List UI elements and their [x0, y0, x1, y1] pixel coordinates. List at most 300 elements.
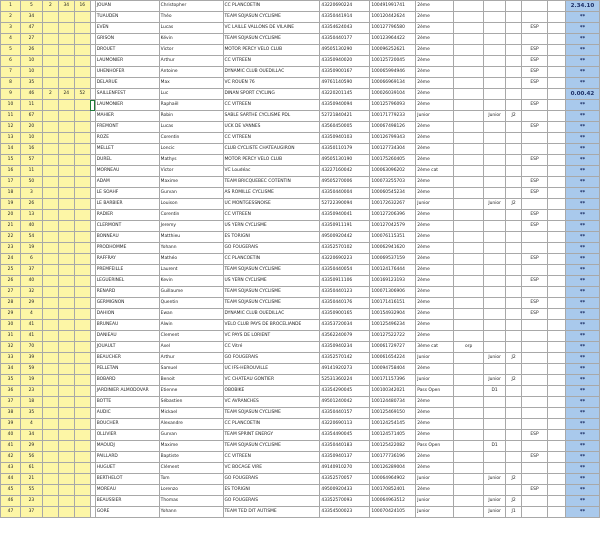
- yellow-col-b[interactable]: [42, 419, 58, 430]
- time-cell[interactable]: **: [565, 254, 599, 265]
- sub-category-cell[interactable]: [506, 243, 522, 254]
- licence-cell[interactable]: 100125469150: [370, 408, 416, 419]
- extra-category-cell[interactable]: [454, 298, 484, 309]
- club-cell[interactable]: CLUB CYCLISTE CHATEAUGIRON: [223, 144, 320, 155]
- time-cell[interactable]: **: [565, 188, 599, 199]
- club-cell[interactable]: CC PLANCOETIN: [223, 419, 320, 430]
- licence-cell[interactable]: 100127796580: [370, 23, 416, 34]
- rider-firstname-cell[interactable]: Clément: [159, 463, 223, 474]
- club-cell[interactable]: CC VITREEN: [223, 56, 320, 67]
- club-cell[interactable]: CC VITREEN: [223, 210, 320, 221]
- empty-cell[interactable]: [547, 78, 565, 89]
- age-category-cell[interactable]: [484, 155, 506, 166]
- extra-category-cell[interactable]: orp: [454, 342, 484, 353]
- yellow-col-d[interactable]: [74, 408, 90, 419]
- esp-cell[interactable]: ESP: [522, 452, 548, 463]
- yellow-col-d[interactable]: [74, 298, 90, 309]
- rider-lastname-cell[interactable]: EVEN: [95, 23, 159, 34]
- sub-category-cell[interactable]: J2: [506, 474, 522, 485]
- age-category-cell[interactable]: [484, 309, 506, 320]
- category-cell[interactable]: 2ème: [416, 56, 454, 67]
- time-cell[interactable]: **: [565, 496, 599, 507]
- row-number[interactable]: 42: [1, 452, 21, 463]
- yellow-col-c[interactable]: [58, 496, 74, 507]
- uci-id-cell[interactable]: 43350911106: [320, 276, 370, 287]
- row-number[interactable]: 6: [1, 56, 21, 67]
- club-cell[interactable]: VC PAYS DE LORIENT: [223, 331, 320, 342]
- rider-firstname-cell[interactable]: Laurent: [159, 265, 223, 276]
- time-cell[interactable]: **: [565, 265, 599, 276]
- time-cell[interactable]: **: [565, 419, 599, 430]
- rider-lastname-cell[interactable]: PAILLARD: [95, 452, 159, 463]
- category-cell[interactable]: 2ème: [416, 265, 454, 276]
- club-cell[interactable]: GO FOUGERAIS: [223, 353, 320, 364]
- club-cell[interactable]: CC Vitré: [223, 342, 320, 353]
- uci-id-cell[interactable]: 52721840421: [320, 111, 370, 122]
- sub-category-cell[interactable]: [506, 287, 522, 298]
- yellow-col-d[interactable]: [74, 276, 90, 287]
- uci-id-cell[interactable]: 43350940020: [320, 56, 370, 67]
- yellow-col-a[interactable]: 35: [20, 408, 42, 419]
- row-number[interactable]: 18: [1, 188, 21, 199]
- time-cell[interactable]: **: [565, 210, 599, 221]
- esp-cell[interactable]: ESP: [522, 23, 548, 34]
- esp-cell[interactable]: ESP: [522, 210, 548, 221]
- extra-category-cell[interactable]: [454, 496, 484, 507]
- category-cell[interactable]: 2ème: [416, 408, 454, 419]
- category-cell[interactable]: 2ème: [416, 155, 454, 166]
- yellow-col-a[interactable]: 21: [20, 474, 42, 485]
- rider-firstname-cell[interactable]: Max: [159, 78, 223, 89]
- age-category-cell[interactable]: [484, 56, 506, 67]
- age-category-cell[interactable]: [484, 67, 506, 78]
- extra-category-cell[interactable]: [454, 441, 484, 452]
- category-cell[interactable]: 2ème: [416, 397, 454, 408]
- rider-firstname-cell[interactable]: Sébastien: [159, 397, 223, 408]
- rider-lastname-cell[interactable]: MORNEAU: [95, 166, 159, 177]
- yellow-col-b[interactable]: [42, 353, 58, 364]
- yellow-col-a[interactable]: 29: [20, 441, 42, 452]
- category-cell[interactable]: 3ème cat: [416, 342, 454, 353]
- time-cell[interactable]: **: [565, 67, 599, 78]
- time-cell[interactable]: **: [565, 45, 599, 56]
- esp-cell[interactable]: [522, 199, 548, 210]
- esp-cell[interactable]: [522, 331, 548, 342]
- rider-lastname-cell[interactable]: DUREL: [95, 155, 159, 166]
- licence-cell[interactable]: 100065994946: [370, 67, 416, 78]
- uci-id-cell[interactable]: 43354500023: [320, 507, 370, 518]
- yellow-col-a[interactable]: 40: [20, 276, 42, 287]
- time-cell[interactable]: **: [565, 12, 599, 23]
- licence-cell[interactable]: 100126799343: [370, 133, 416, 144]
- row-number[interactable]: 37: [1, 397, 21, 408]
- yellow-col-c[interactable]: [58, 441, 74, 452]
- empty-cell[interactable]: [547, 23, 565, 34]
- licence-cell[interactable]: 100076115351: [370, 232, 416, 243]
- sub-category-cell[interactable]: [506, 133, 522, 144]
- licence-cell[interactable]: 100125720045: [370, 56, 416, 67]
- sub-category-cell[interactable]: [506, 210, 522, 221]
- row-number[interactable]: 1: [1, 1, 21, 12]
- category-cell[interactable]: 2ème: [416, 232, 454, 243]
- age-category-cell[interactable]: [484, 320, 506, 331]
- yellow-col-b[interactable]: 2: [42, 89, 58, 100]
- sub-category-cell[interactable]: [506, 408, 522, 419]
- uci-id-cell[interactable]: 43227160042: [320, 166, 370, 177]
- yellow-col-c[interactable]: [58, 353, 74, 364]
- row-number[interactable]: 36: [1, 386, 21, 397]
- yellow-col-a[interactable]: 61: [20, 463, 42, 474]
- yellow-col-b[interactable]: [42, 144, 58, 155]
- empty-cell[interactable]: [547, 188, 565, 199]
- yellow-col-d[interactable]: [74, 430, 90, 441]
- club-cell[interactable]: TEAM BRICQUEBEC COTENTIN: [223, 177, 320, 188]
- rider-lastname-cell[interactable]: LE SOAHF: [95, 188, 159, 199]
- uci-id-cell[interactable]: 43352570093: [320, 496, 370, 507]
- esp-cell[interactable]: ESP: [522, 276, 548, 287]
- empty-cell[interactable]: [547, 419, 565, 430]
- empty-cell[interactable]: [547, 375, 565, 386]
- sub-category-cell[interactable]: [506, 430, 522, 441]
- category-cell[interactable]: 2ème: [416, 188, 454, 199]
- licence-cell[interactable]: 100177736196: [370, 452, 416, 463]
- extra-category-cell[interactable]: [454, 67, 484, 78]
- uci-id-cell[interactable]: 43350940137: [320, 452, 370, 463]
- rider-firstname-cell[interactable]: Mickael: [159, 408, 223, 419]
- uci-id-cell[interactable]: 43350940041: [320, 210, 370, 221]
- empty-cell[interactable]: [547, 463, 565, 474]
- licence-cell[interactable]: 100154932904: [370, 309, 416, 320]
- licence-cell[interactable]: 100096252621: [370, 45, 416, 56]
- yellow-col-d[interactable]: [74, 12, 90, 23]
- row-number[interactable]: 5: [1, 45, 21, 56]
- rider-firstname-cell[interactable]: Corentin: [159, 133, 223, 144]
- rider-firstname-cell[interactable]: Lucas: [159, 122, 223, 133]
- rider-lastname-cell[interactable]: JOUAULT: [95, 342, 159, 353]
- sub-category-cell[interactable]: J2: [506, 496, 522, 507]
- extra-category-cell[interactable]: [454, 45, 484, 56]
- yellow-col-c[interactable]: [58, 386, 74, 397]
- age-category-cell[interactable]: [484, 12, 506, 23]
- club-cell[interactable]: DYNAMIC CLUB OUEDILLAC: [223, 67, 320, 78]
- time-cell[interactable]: **: [565, 364, 599, 375]
- row-number[interactable]: 25: [1, 265, 21, 276]
- esp-cell[interactable]: [522, 1, 548, 12]
- yellow-col-c[interactable]: [58, 67, 74, 78]
- yellow-col-c[interactable]: [58, 375, 74, 386]
- age-category-cell[interactable]: Junior: [484, 353, 506, 364]
- yellow-col-d[interactable]: [74, 254, 90, 265]
- row-number[interactable]: 20: [1, 210, 21, 221]
- category-cell[interactable]: Junior: [416, 507, 454, 518]
- rider-lastname-cell[interactable]: BEAUSSIER: [95, 496, 159, 507]
- club-cell[interactable]: VC ROUEN 76: [223, 78, 320, 89]
- rider-lastname-cell[interactable]: CLERMONT: [95, 221, 159, 232]
- uci-id-cell[interactable]: 43350900167: [320, 67, 370, 78]
- esp-cell[interactable]: ESP: [522, 78, 548, 89]
- yellow-col-c[interactable]: [58, 342, 74, 353]
- yellow-col-c[interactable]: [58, 309, 74, 320]
- uci-id-cell[interactable]: 52722390094: [320, 199, 370, 210]
- empty-cell[interactable]: [547, 45, 565, 56]
- category-cell[interactable]: 2ème: [416, 287, 454, 298]
- yellow-col-b[interactable]: [42, 111, 58, 122]
- club-cell[interactable]: ES TORIGNI: [223, 485, 320, 496]
- rider-firstname-cell[interactable]: Guillaume: [159, 287, 223, 298]
- uci-id-cell[interactable]: 43350940234: [320, 342, 370, 353]
- esp-cell[interactable]: ESP: [522, 56, 548, 67]
- extra-category-cell[interactable]: [454, 188, 484, 199]
- yellow-col-d[interactable]: [74, 188, 90, 199]
- empty-cell[interactable]: [547, 100, 565, 111]
- category-cell[interactable]: 2ème: [416, 45, 454, 56]
- yellow-col-b[interactable]: [42, 386, 58, 397]
- rider-firstname-cell[interactable]: Louison: [159, 199, 223, 210]
- empty-cell[interactable]: [547, 309, 565, 320]
- yellow-col-d[interactable]: [74, 320, 90, 331]
- rider-firstname-cell[interactable]: Samuel: [159, 364, 223, 375]
- row-number[interactable]: 17: [1, 177, 21, 188]
- age-category-cell[interactable]: D1: [484, 441, 506, 452]
- rider-firstname-cell[interactable]: Gurvan: [159, 430, 223, 441]
- category-cell[interactable]: 2ème: [416, 364, 454, 375]
- rider-lastname-cell[interactable]: ROZE: [95, 133, 159, 144]
- licence-cell[interactable]: 100170852401: [370, 485, 416, 496]
- esp-cell[interactable]: ESP: [522, 298, 548, 309]
- licence-cell[interactable]: 100061729727: [370, 342, 416, 353]
- age-category-cell[interactable]: [484, 397, 506, 408]
- row-number[interactable]: 7: [1, 67, 21, 78]
- yellow-col-c[interactable]: [58, 177, 74, 188]
- esp-cell[interactable]: [522, 507, 548, 518]
- yellow-col-a[interactable]: 26: [20, 199, 42, 210]
- rider-firstname-cell[interactable]: Benoit: [159, 375, 223, 386]
- category-cell[interactable]: 2ème: [416, 309, 454, 320]
- rider-lastname-cell[interactable]: LAUMONIER: [95, 56, 159, 67]
- sub-category-cell[interactable]: [506, 276, 522, 287]
- row-number[interactable]: 30: [1, 320, 21, 331]
- time-cell[interactable]: **: [565, 221, 599, 232]
- age-category-cell[interactable]: [484, 166, 506, 177]
- club-cell[interactable]: VELO CLUB PAYS DE BROCELIANDE: [223, 320, 320, 331]
- empty-cell[interactable]: [547, 287, 565, 298]
- club-cell[interactable]: CC VITREEN: [223, 133, 320, 144]
- yellow-col-d[interactable]: [74, 364, 90, 375]
- yellow-col-c[interactable]: [58, 12, 74, 23]
- uci-id-cell[interactable]: 49501240042: [320, 397, 370, 408]
- uci-id-cell[interactable]: 43354624043: [320, 23, 370, 34]
- empty-cell[interactable]: [547, 408, 565, 419]
- licence-cell[interactable]: 100063096202: [370, 166, 416, 177]
- sub-category-cell[interactable]: [506, 397, 522, 408]
- licence-cell[interactable]: 100069537159: [370, 254, 416, 265]
- yellow-col-d[interactable]: [74, 232, 90, 243]
- row-number[interactable]: 47: [1, 507, 21, 518]
- uci-id-cell[interactable]: 43352570142: [320, 353, 370, 364]
- club-cell[interactable]: GO FOUGERAIS: [223, 474, 320, 485]
- extra-category-cell[interactable]: [454, 408, 484, 419]
- time-cell[interactable]: **: [565, 23, 599, 34]
- row-number[interactable]: 8: [1, 78, 21, 89]
- yellow-col-b[interactable]: [42, 507, 58, 518]
- sub-category-cell[interactable]: [506, 188, 522, 199]
- rider-firstname-cell[interactable]: Luc: [159, 89, 223, 100]
- extra-category-cell[interactable]: [454, 111, 484, 122]
- category-cell[interactable]: 2ème: [416, 23, 454, 34]
- rider-lastname-cell[interactable]: GRISON: [95, 34, 159, 45]
- age-category-cell[interactable]: [484, 254, 506, 265]
- esp-cell[interactable]: [522, 166, 548, 177]
- licence-cell[interactable]: 100171779233: [370, 111, 416, 122]
- yellow-col-c[interactable]: [58, 100, 74, 111]
- empty-cell[interactable]: [547, 56, 565, 67]
- rider-lastname-cell[interactable]: DROUET: [95, 45, 159, 56]
- empty-cell[interactable]: [547, 496, 565, 507]
- category-cell[interactable]: 2ème: [416, 144, 454, 155]
- rider-firstname-cell[interactable]: Kévin: [159, 34, 223, 45]
- yellow-col-b[interactable]: [42, 276, 58, 287]
- row-number[interactable]: 46: [1, 496, 21, 507]
- licence-cell[interactable]: 100491991741: [370, 1, 416, 12]
- club-cell[interactable]: GO FOUGERAIS: [223, 243, 320, 254]
- row-number[interactable]: 14: [1, 144, 21, 155]
- yellow-col-b[interactable]: [42, 254, 58, 265]
- time-cell[interactable]: **: [565, 463, 599, 474]
- row-number[interactable]: 15: [1, 155, 21, 166]
- extra-category-cell[interactable]: [454, 144, 484, 155]
- yellow-col-c[interactable]: [58, 144, 74, 155]
- yellow-col-d[interactable]: [74, 177, 90, 188]
- yellow-col-a[interactable]: 59: [20, 364, 42, 375]
- extra-category-cell[interactable]: [454, 364, 484, 375]
- club-cell[interactable]: VC LAILLE VALLONS DE VILAINE: [223, 23, 320, 34]
- club-cell[interactable]: UC MONTGESSNOISE: [223, 199, 320, 210]
- sub-category-cell[interactable]: [506, 23, 522, 34]
- rider-firstname-cell[interactable]: Matthieu: [159, 232, 223, 243]
- uci-id-cell[interactable]: 49141920273: [320, 364, 370, 375]
- extra-category-cell[interactable]: [454, 78, 484, 89]
- age-category-cell[interactable]: D1: [484, 386, 506, 397]
- uci-id-cell[interactable]: 43560450005: [320, 122, 370, 133]
- club-cell[interactable]: DYNAMIC CLUB OUEDILLAC: [223, 309, 320, 320]
- age-category-cell[interactable]: [484, 100, 506, 111]
- extra-category-cell[interactable]: [454, 287, 484, 298]
- club-cell[interactable]: ES TORIGNI: [223, 232, 320, 243]
- yellow-col-b[interactable]: [42, 199, 58, 210]
- licence-cell[interactable]: 100064964902: [370, 474, 416, 485]
- rider-lastname-cell[interactable]: MAOUDJ: [95, 441, 159, 452]
- licence-cell[interactable]: 100070424105: [370, 507, 416, 518]
- yellow-col-d[interactable]: [74, 463, 90, 474]
- esp-cell[interactable]: [522, 232, 548, 243]
- extra-category-cell[interactable]: [454, 56, 484, 67]
- rider-firstname-cell[interactable]: Tom: [159, 474, 223, 485]
- yellow-col-d[interactable]: 16: [74, 1, 90, 12]
- yellow-col-d[interactable]: [74, 441, 90, 452]
- yellow-col-c[interactable]: 34: [58, 1, 74, 12]
- yellow-col-d[interactable]: [74, 507, 90, 518]
- yellow-col-b[interactable]: [42, 485, 58, 496]
- extra-category-cell[interactable]: [454, 210, 484, 221]
- yellow-col-a[interactable]: 13: [20, 210, 42, 221]
- rider-firstname-cell[interactable]: Ewan: [159, 309, 223, 320]
- rider-lastname-cell[interactable]: PELLETAN: [95, 364, 159, 375]
- yellow-col-b[interactable]: [42, 12, 58, 23]
- yellow-col-b[interactable]: [42, 188, 58, 199]
- uci-id-cell[interactable]: 49500920442: [320, 232, 370, 243]
- rider-firstname-cell[interactable]: Etienne: [159, 386, 223, 397]
- extra-category-cell[interactable]: [454, 243, 484, 254]
- club-cell[interactable]: TEAM SOJASUN CYCLISME: [223, 408, 320, 419]
- yellow-col-a[interactable]: 23: [20, 496, 42, 507]
- rider-lastname-cell[interactable]: MOREAU: [95, 485, 159, 496]
- yellow-col-c[interactable]: [58, 331, 74, 342]
- uci-id-cell[interactable]: 52531360224: [320, 375, 370, 386]
- yellow-col-d[interactable]: [74, 133, 90, 144]
- extra-category-cell[interactable]: [454, 221, 484, 232]
- yellow-col-d[interactable]: [74, 243, 90, 254]
- yellow-col-a[interactable]: 54: [20, 232, 42, 243]
- rider-lastname-cell[interactable]: SAILLENFEST: [95, 89, 159, 100]
- age-category-cell[interactable]: [484, 177, 506, 188]
- licence-cell[interactable]: 100094758404: [370, 364, 416, 375]
- yellow-col-d[interactable]: [74, 56, 90, 67]
- rider-firstname-cell[interactable]: Jeremy: [159, 221, 223, 232]
- sub-category-cell[interactable]: [506, 309, 522, 320]
- yellow-col-b[interactable]: [42, 298, 58, 309]
- licence-cell[interactable]: 100067498126: [370, 122, 416, 133]
- yellow-col-a[interactable]: 10: [20, 56, 42, 67]
- licence-cell[interactable]: 100171416151: [370, 298, 416, 309]
- rider-lastname-cell[interactable]: RENARD: [95, 287, 159, 298]
- sub-category-cell[interactable]: [506, 331, 522, 342]
- row-number[interactable]: 23: [1, 243, 21, 254]
- category-cell[interactable]: 2ème: [416, 133, 454, 144]
- sub-category-cell[interactable]: [506, 485, 522, 496]
- extra-category-cell[interactable]: [454, 100, 484, 111]
- time-cell[interactable]: **: [565, 452, 599, 463]
- row-number[interactable]: 22: [1, 232, 21, 243]
- category-cell[interactable]: 2ème: [416, 34, 454, 45]
- age-category-cell[interactable]: [484, 221, 506, 232]
- licence-cell[interactable]: 100124176444: [370, 265, 416, 276]
- uci-id-cell[interactable]: 43220201145: [320, 89, 370, 100]
- licence-cell[interactable]: 100123964422: [370, 34, 416, 45]
- uci-id-cell[interactable]: 43350900165: [320, 309, 370, 320]
- yellow-col-d[interactable]: [74, 78, 90, 89]
- age-category-cell[interactable]: [484, 23, 506, 34]
- sub-category-cell[interactable]: J2: [506, 375, 522, 386]
- time-cell[interactable]: **: [565, 111, 599, 122]
- club-cell[interactable]: DINAN SPORT CYCLING: [223, 89, 320, 100]
- row-number[interactable]: 32: [1, 342, 21, 353]
- extra-category-cell[interactable]: [454, 34, 484, 45]
- yellow-col-b[interactable]: [42, 221, 58, 232]
- yellow-col-d[interactable]: [74, 144, 90, 155]
- uci-id-cell[interactable]: 43220690223: [320, 254, 370, 265]
- club-cell[interactable]: GO FOUGERAIS: [223, 496, 320, 507]
- time-cell[interactable]: **: [565, 386, 599, 397]
- extra-category-cell[interactable]: [454, 386, 484, 397]
- age-category-cell[interactable]: [484, 342, 506, 353]
- row-number[interactable]: 35: [1, 375, 21, 386]
- extra-category-cell[interactable]: [454, 309, 484, 320]
- uci-id-cell[interactable]: 43220690113: [320, 419, 370, 430]
- yellow-col-a[interactable]: 57: [20, 155, 42, 166]
- category-cell[interactable]: 2ème: [416, 320, 454, 331]
- rider-lastname-cell[interactable]: LE BARBIER: [95, 199, 159, 210]
- yellow-col-b[interactable]: [42, 408, 58, 419]
